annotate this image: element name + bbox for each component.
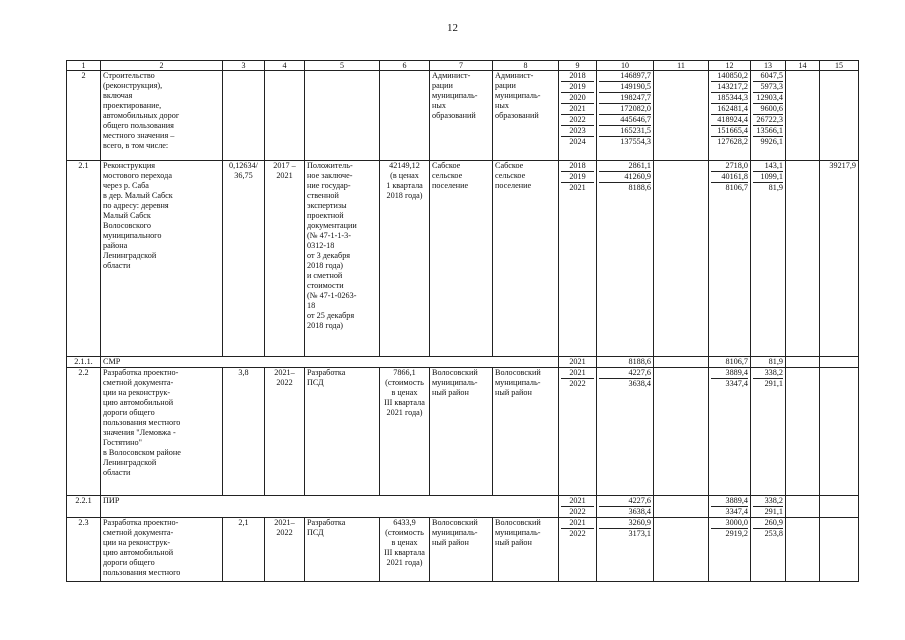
year-cell-line: 2021 [561, 518, 594, 529]
total-cell-line: 165231,5 [599, 126, 651, 137]
customer-cell-line: Волосовский [432, 368, 478, 377]
document-cell [305, 161, 380, 357]
total-cell-line: 3260,9 [599, 518, 651, 529]
table-row [67, 496, 859, 518]
local-cell-line: 13566,1 [753, 126, 783, 137]
completed-cell: 39217,9 [820, 161, 859, 357]
cost-cell [380, 71, 430, 161]
customer-cell-line: ный район [432, 538, 469, 547]
object-name [101, 71, 223, 161]
year-cell-line: 2022 [569, 379, 586, 388]
object-name-line: района [103, 241, 128, 250]
regional-cell-line: 185344,3 [711, 93, 748, 104]
other-cell [786, 357, 820, 368]
object-name-line: ции на реконструк- [103, 388, 171, 397]
document-cell-line: (№ 47-1-1-3- [307, 231, 351, 240]
completed-cell [820, 71, 859, 161]
document-cell-line: документации [307, 221, 357, 230]
document-cell-line: Разработка [307, 518, 346, 527]
object-name-line: Ленинградской [103, 458, 157, 467]
cost-cell-line: III квартала [384, 398, 425, 407]
year-cell [559, 496, 597, 518]
regional-cell-line: 143217,2 [711, 82, 748, 93]
document-cell-line: ние государ- [307, 181, 351, 190]
document-cell-line: экспертизы [307, 201, 347, 210]
local-cell-line: 9926,1 [760, 137, 783, 146]
column-header-13: 13 [751, 61, 786, 71]
object-name-line: сметной документа- [103, 528, 174, 537]
executor-cell-line: рации [495, 81, 516, 90]
completed-cell [820, 357, 859, 368]
federal-cell [654, 496, 709, 518]
column-header-1: 1 [67, 61, 101, 71]
document-cell-line: ПСД [307, 528, 324, 537]
object-name-line: СМР [103, 357, 121, 366]
object-name-line: в дер. Малый Сабск [103, 191, 173, 200]
year-cell-line: 2021 [561, 104, 594, 115]
document-cell-line: (№ 47-1-0263- [307, 291, 357, 300]
completed-cell [820, 496, 859, 518]
local-cell-line: 1099,1 [753, 172, 783, 183]
executor-cell-line: Волосовский [495, 518, 541, 527]
total-cell-line: 4227,6 [599, 368, 651, 379]
regional-cell-line: 418924,4 [711, 115, 748, 126]
cost-cell-line: (стоимость [385, 378, 424, 387]
total-cell [597, 161, 654, 357]
object-name [101, 161, 223, 357]
year-cell-line: 2020 [561, 93, 594, 104]
cost-cell-line: 2018 года) [386, 191, 423, 200]
customer-cell-line: поселение [432, 181, 469, 190]
cost-cell-line: 1 квартала [386, 181, 423, 190]
document-cell-line: 0312-18 [307, 241, 335, 250]
cost-cell-line: 6433,9 [393, 518, 416, 527]
column-header-10: 10 [597, 61, 654, 71]
regional-cell-line: 3347,4 [725, 507, 748, 516]
customer-cell-line: Волосовский [432, 518, 478, 527]
regional-cell-line: 8106,7 [725, 183, 748, 192]
local-cell [751, 518, 786, 582]
object-name-line: включая [103, 91, 133, 100]
column-header-5: 5 [305, 61, 380, 71]
total-cell [597, 496, 654, 518]
regional-cell-line: 3347,4 [725, 379, 748, 388]
regional-cell-line: 2718,0 [711, 161, 748, 172]
local-cell [751, 71, 786, 161]
period-cell [265, 71, 305, 161]
capacity-cell-line: 0,12634/ [229, 161, 258, 170]
customer-cell-line: ный район [432, 388, 469, 397]
local-cell-line: 9600,6 [753, 104, 783, 115]
period-cell-line: 2021 [276, 171, 293, 180]
regional-cell-line: 8106,7 [725, 357, 748, 366]
executor-cell [493, 368, 559, 496]
object-name [101, 368, 223, 496]
capacity-cell [223, 518, 265, 582]
column-header-2: 2 [101, 61, 223, 71]
total-cell-line: 149190,5 [599, 82, 651, 93]
row-number: 2.1 [67, 161, 101, 357]
regional-cell [709, 71, 751, 161]
document-cell-line: от 3 декабря [307, 251, 351, 260]
year-cell-line: 2019 [561, 82, 594, 93]
column-header-7: 7 [430, 61, 493, 71]
year-cell-line: 2021 [569, 357, 586, 366]
completed-cell [820, 518, 859, 582]
object-name-line: мостового перехода [103, 171, 172, 180]
cost-cell-line: 7866,1 [393, 368, 416, 377]
total-cell-line: 4227,6 [599, 496, 651, 507]
document-cell-line: ное заключе- [307, 171, 353, 180]
executor-cell-line: поселение [495, 181, 532, 190]
local-cell-line: 338,2 [753, 368, 783, 379]
regional-cell-line: 3000,0 [711, 518, 748, 529]
year-cell-line: 2022 [569, 529, 586, 538]
executor-cell-line: Админист- [495, 71, 534, 80]
object-name-line: по адресу: деревня [103, 201, 169, 210]
capacity-cell-line: 36,75 [234, 171, 253, 180]
object-name [101, 518, 223, 582]
executor-cell-line: муниципаль- [495, 528, 541, 537]
object-name-line: Строительство [103, 71, 155, 80]
period-cell-line: 2017 – [273, 161, 296, 170]
total-cell-line: 172082,0 [599, 104, 651, 115]
document-cell-line: проектной [307, 211, 344, 220]
table-row [67, 357, 859, 368]
other-cell [786, 518, 820, 582]
regional-cell [709, 357, 751, 368]
object-name-line: Гостятино" [103, 438, 142, 447]
document-cell-line: 18 [307, 301, 316, 310]
object-name-line: Разработка проектно- [103, 518, 179, 527]
total-cell-line: 3173,1 [628, 529, 651, 538]
period-cell-line: 2021– [274, 368, 295, 377]
object-name-line: Волосовского [103, 221, 151, 230]
regional-cell-line: 162481,4 [711, 104, 748, 115]
object-name-line: Малый Сабск [103, 211, 151, 220]
object-name-line: всего, в том числе: [103, 141, 169, 150]
cost-cell-line: в ценах [391, 538, 418, 547]
year-cell [559, 368, 597, 496]
executor-cell [493, 71, 559, 161]
column-header-3: 3 [223, 61, 265, 71]
year-cell-line: 2024 [569, 137, 586, 146]
customer-cell [430, 71, 493, 161]
object-name-line: ции на реконструк- [103, 538, 171, 547]
cost-cell-line: (стоимость [385, 528, 424, 537]
executor-cell-line: муниципаль- [495, 91, 541, 100]
regional-cell-line: 40161,8 [711, 172, 748, 183]
other-cell [786, 496, 820, 518]
local-cell [751, 496, 786, 518]
executor-cell-line: муниципаль- [495, 378, 541, 387]
local-cell-line: 143,1 [753, 161, 783, 172]
regional-cell-line: 3889,4 [711, 368, 748, 379]
row-number: 2 [67, 71, 101, 161]
customer-cell-line: Админист- [432, 71, 471, 80]
year-cell-line: 2018 [561, 71, 594, 82]
object-name-line: сметной документа- [103, 378, 174, 387]
total-cell-line: 8188,6 [628, 183, 651, 192]
cost-cell-line: (в ценах [390, 171, 419, 180]
document-cell-line: стоимости [307, 281, 344, 290]
object-name-line: дороги общего [103, 408, 155, 417]
column-header-8: 8 [493, 61, 559, 71]
cost-cell-line: в ценах [391, 388, 418, 397]
column-header-11: 11 [654, 61, 709, 71]
object-name-line: проектирование, [103, 101, 162, 110]
year-cell-line: 2021 [561, 368, 594, 379]
local-cell-line: 6047,5 [753, 71, 783, 82]
cost-cell-line: III квартала [384, 548, 425, 557]
capacity-cell-line: 3,8 [238, 368, 249, 377]
total-cell-line: 3638,4 [628, 507, 651, 516]
local-cell [751, 368, 786, 496]
year-cell-line: 2023 [561, 126, 594, 137]
other-cell [786, 161, 820, 357]
regional-cell [709, 368, 751, 496]
cost-cell-line: 2021 года) [386, 408, 423, 417]
total-cell-line: 137554,3 [620, 137, 651, 146]
executor-cell [493, 161, 559, 357]
period-cell-line: 2022 [276, 378, 293, 387]
year-cell [559, 161, 597, 357]
executor-cell-line: сельское [495, 171, 526, 180]
federal-cell [654, 161, 709, 357]
object-name-line: муниципального [103, 231, 162, 240]
capacity-cell [223, 71, 265, 161]
total-cell-line: 445646,7 [599, 115, 651, 126]
period-cell [265, 518, 305, 582]
local-cell-line: 253,8 [764, 529, 783, 538]
regional-cell [709, 518, 751, 582]
column-number-row [67, 61, 859, 71]
total-cell [597, 368, 654, 496]
column-header-6: 6 [380, 61, 430, 71]
object-name-line: Разработка проектно- [103, 368, 179, 377]
regional-cell-line: 3889,4 [711, 496, 748, 507]
page-number: 12 [447, 22, 458, 34]
federal-cell [654, 71, 709, 161]
customer-cell [430, 161, 493, 357]
column-header-15: 15 [820, 61, 859, 71]
executor-cell [493, 518, 559, 582]
customer-cell-line: муниципаль- [432, 378, 478, 387]
local-cell-line: 12903,4 [753, 93, 783, 104]
customer-cell-line: рации [432, 81, 453, 90]
document-cell-line: Положитель- [307, 161, 353, 170]
object-name-line: цию автомобильной [103, 548, 174, 557]
local-cell [751, 357, 786, 368]
executor-cell-line: Сабское [495, 161, 524, 170]
customer-cell [430, 368, 493, 496]
object-name-line: местного значения – [103, 131, 175, 140]
object-name [101, 357, 559, 368]
object-name-line: пользования местного [103, 568, 181, 577]
column-header-9: 9 [559, 61, 597, 71]
cost-cell-line: 42149,12 [389, 161, 420, 170]
object-name-line: области [103, 468, 131, 477]
local-cell-line: 26722,3 [753, 115, 783, 126]
document-cell-line: 2018 года) [307, 261, 343, 270]
period-cell [265, 161, 305, 357]
object-name-line: дороги общего [103, 558, 155, 567]
object-name-line: ПИР [103, 496, 120, 505]
row-number: 2.1.1. [67, 357, 101, 368]
federal-cell [654, 518, 709, 582]
row-number: 2.2.1 [67, 496, 101, 518]
regional-cell [709, 496, 751, 518]
period-cell [265, 368, 305, 496]
year-cell [559, 518, 597, 582]
year-cell-line: 2022 [569, 507, 586, 516]
document-cell [305, 368, 380, 496]
local-cell-line: 5973,3 [753, 82, 783, 93]
federal-cell [654, 368, 709, 496]
local-cell [751, 161, 786, 357]
customer-cell-line: муниципаль- [432, 91, 478, 100]
object-name-line: Ленинградской [103, 251, 157, 260]
customer-cell-line: Сабское [432, 161, 461, 170]
table-row [67, 71, 859, 161]
period-cell-line: 2021– [274, 518, 295, 527]
object-name-line: через р. Саба [103, 181, 149, 190]
customer-cell-line: муниципаль- [432, 528, 478, 537]
total-cell-line: 8188,6 [628, 357, 651, 366]
object-name-line: автомобильных дорог [103, 111, 180, 120]
cost-cell [380, 161, 430, 357]
table-row [67, 368, 859, 496]
year-cell-line: 2021 [569, 183, 586, 192]
other-cell [786, 71, 820, 161]
regional-cell-line: 151665,4 [711, 126, 748, 137]
local-cell-line: 81,9 [768, 357, 783, 366]
customer-cell-line: ных [432, 101, 446, 110]
federal-cell [654, 357, 709, 368]
document-cell [305, 71, 380, 161]
object-name-line: области [103, 261, 131, 270]
table-row [67, 518, 859, 582]
object-name-line: значения "Лемовжа - [103, 428, 176, 437]
executor-cell-line: ный район [495, 538, 532, 547]
total-cell [597, 357, 654, 368]
capacity-cell-line: 2,1 [238, 518, 249, 527]
total-cell-line: 146897,7 [599, 71, 651, 82]
customer-cell-line: сельское [432, 171, 463, 180]
object-name-line: пользования местного [103, 418, 181, 427]
column-header-4: 4 [265, 61, 305, 71]
total-cell-line: 2861,1 [599, 161, 651, 172]
document-cell [305, 518, 380, 582]
year-cell [559, 71, 597, 161]
regional-cell-line: 140850,2 [711, 71, 748, 82]
total-cell-line: 198247,7 [599, 93, 651, 104]
local-cell-line: 338,2 [753, 496, 783, 507]
executor-cell-line: Волосовский [495, 368, 541, 377]
customer-cell-line: образований [432, 111, 476, 120]
object-name-line: в Волосовском районе [103, 448, 181, 457]
document-cell-line: и сметной [307, 271, 343, 280]
total-cell-line: 41260,9 [599, 172, 651, 183]
object-name-line: цию автомобильной [103, 398, 174, 407]
program-table [66, 60, 859, 582]
other-cell [786, 368, 820, 496]
year-cell-line: 2022 [561, 115, 594, 126]
total-cell [597, 518, 654, 582]
cost-cell-line: 2021 года) [386, 558, 423, 567]
regional-cell-line: 2919,2 [725, 529, 748, 538]
column-header-14: 14 [786, 61, 820, 71]
customer-cell [430, 518, 493, 582]
document-cell-line: ственной [307, 191, 339, 200]
total-cell-line: 3638,4 [628, 379, 651, 388]
regional-cell [709, 161, 751, 357]
regional-cell-line: 127628,2 [717, 137, 748, 146]
row-number: 2.2 [67, 368, 101, 496]
year-cell-line: 2021 [561, 496, 594, 507]
row-number: 2.3 [67, 518, 101, 582]
year-cell [559, 357, 597, 368]
object-name-line: (реконструкция), [103, 81, 163, 90]
year-cell-line: 2018 [561, 161, 594, 172]
document-cell-line: ПСД [307, 378, 324, 387]
capacity-cell [223, 161, 265, 357]
local-cell-line: 291,1 [764, 379, 783, 388]
local-cell-line: 81,9 [768, 183, 783, 192]
object-name-line: общего пользования [103, 121, 174, 130]
executor-cell-line: ных [495, 101, 509, 110]
period-cell-line: 2022 [276, 528, 293, 537]
object-name-line: Реконструкция [103, 161, 156, 170]
table-row [67, 161, 859, 357]
local-cell-line: 260,9 [753, 518, 783, 529]
cost-cell [380, 368, 430, 496]
document-cell-line: Разработка [307, 368, 346, 377]
completed-cell [820, 368, 859, 496]
local-cell-line: 291,1 [764, 507, 783, 516]
total-cell [597, 71, 654, 161]
cost-cell [380, 518, 430, 582]
document-cell-line: от 25 декабря [307, 311, 355, 320]
column-header-12: 12 [709, 61, 751, 71]
year-cell-line: 2019 [561, 172, 594, 183]
capacity-cell [223, 368, 265, 496]
object-name [101, 496, 559, 518]
executor-cell-line: образований [495, 111, 539, 120]
executor-cell-line: ный район [495, 388, 532, 397]
document-cell-line: 2018 года) [307, 321, 343, 330]
